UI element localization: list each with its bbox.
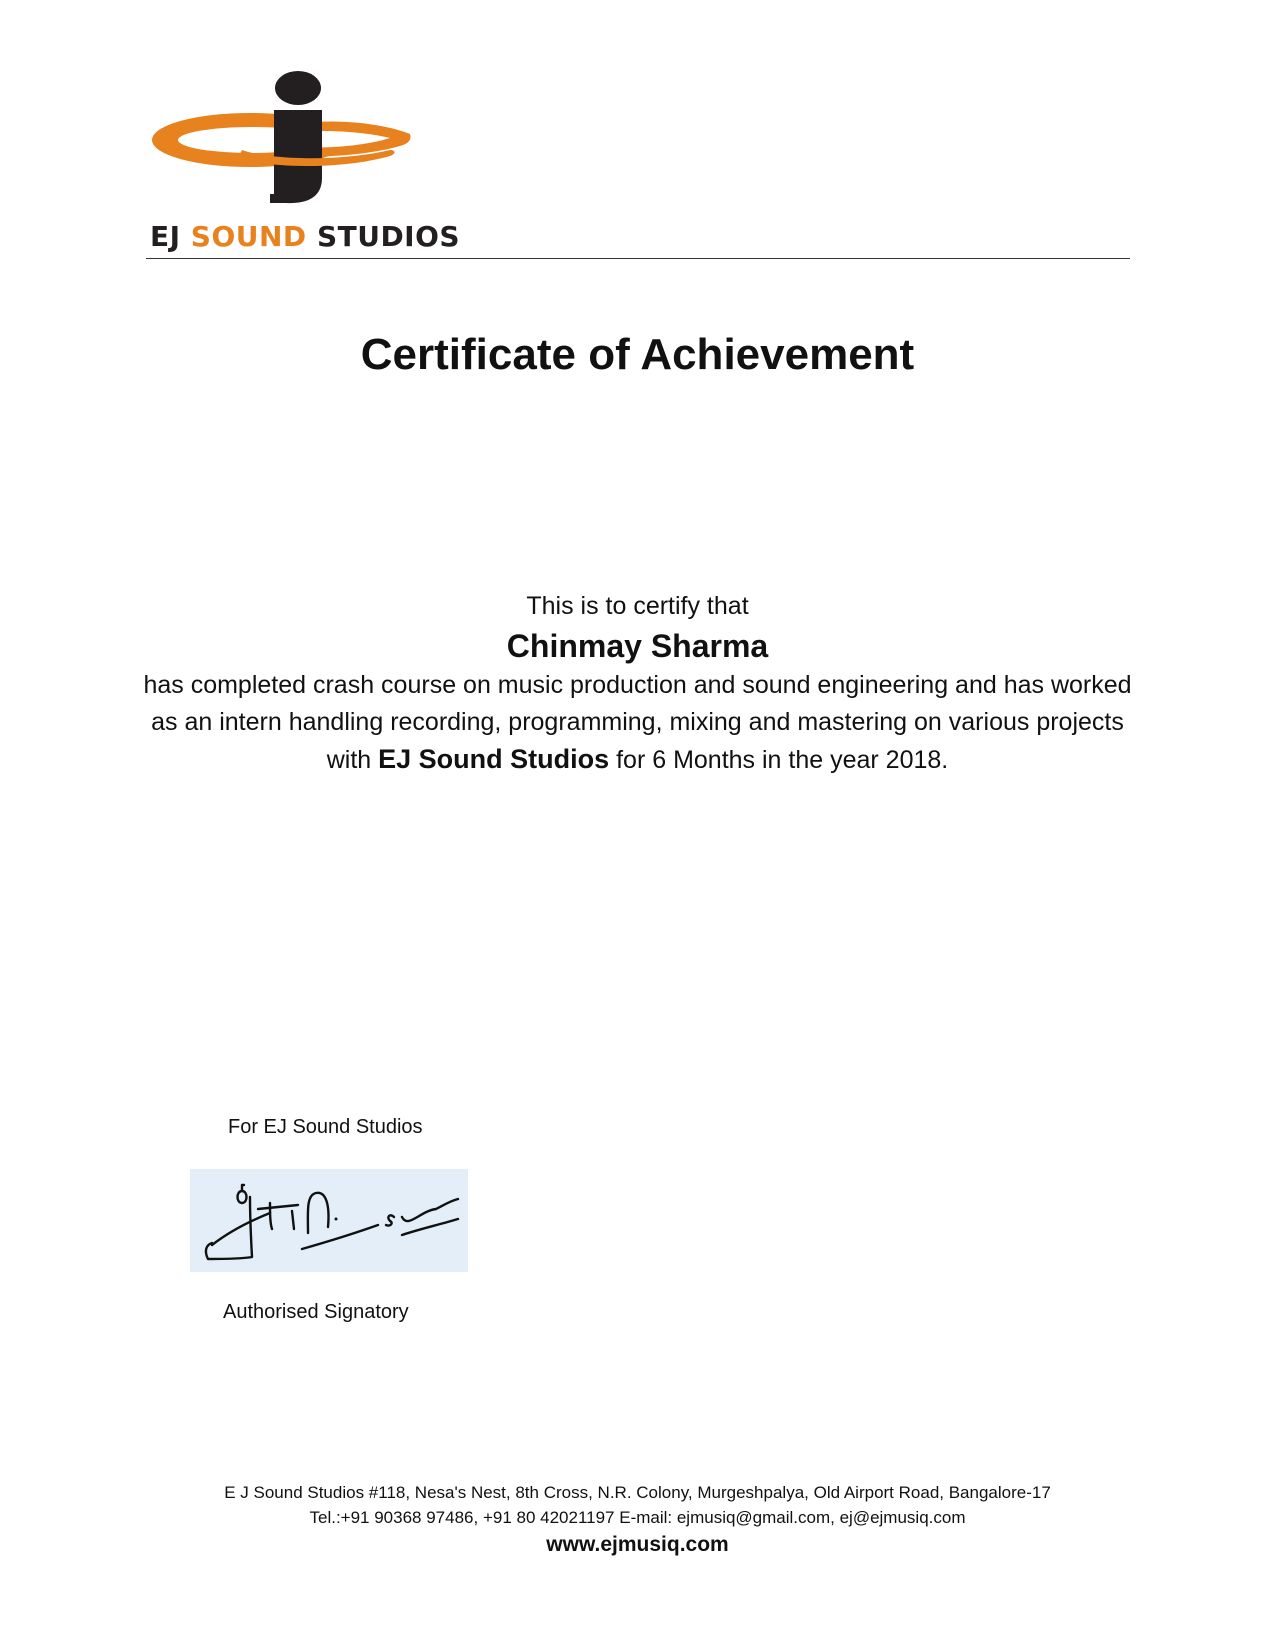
signature-image	[190, 1169, 468, 1272]
for-organization-label: For EJ Sound Studios	[228, 1116, 423, 1138]
certificate-title: Certificate of Achievement	[360, 330, 915, 379]
logo-dot-shape	[275, 71, 321, 105]
recipient-name: Chinmay Sharma	[506, 628, 769, 664]
logo-mark-icon	[150, 70, 450, 220]
certificate-body	[140, 588, 1135, 779]
certify-line: This is to certify that	[526, 592, 749, 620]
footer	[0, 1480, 1275, 1560]
signature-icon	[190, 1169, 468, 1272]
footer-contact: Tel.:+91 90368 97486, +91 80 42021197 E-mail: ejmusiq@gmail.com, ej@ejmusiq.com	[309, 1508, 966, 1527]
studio-logo	[150, 70, 461, 253]
footer-website: www.ejmusiq.com	[546, 1533, 729, 1556]
authorised-signatory-label: Authorised Signatory	[223, 1301, 409, 1323]
body-text-before: has completed crash course on music production and sound engineering and has worked as an intern handling recording, programming, mixing and mastering on various projects with	[143, 671, 1132, 774]
logo-text-studios: STUDIOS	[316, 220, 461, 253]
logo-text-sound: SOUND	[190, 220, 307, 253]
footer-address: E J Sound Studios #118, Nesa's Nest, 8th Cross, N.R. Colony, Murgeshpalya, Old Airport Road, Bangalore-17	[224, 1483, 1051, 1502]
body-org-name: EJ Sound Studios	[378, 744, 610, 774]
logo-wordmark	[150, 220, 460, 253]
logo-text-ej: EJ	[150, 220, 181, 253]
body-text-after: for 6 Months in the year 2018.	[609, 746, 949, 774]
header-divider	[146, 258, 1130, 259]
logo-stem-shape	[270, 110, 322, 203]
